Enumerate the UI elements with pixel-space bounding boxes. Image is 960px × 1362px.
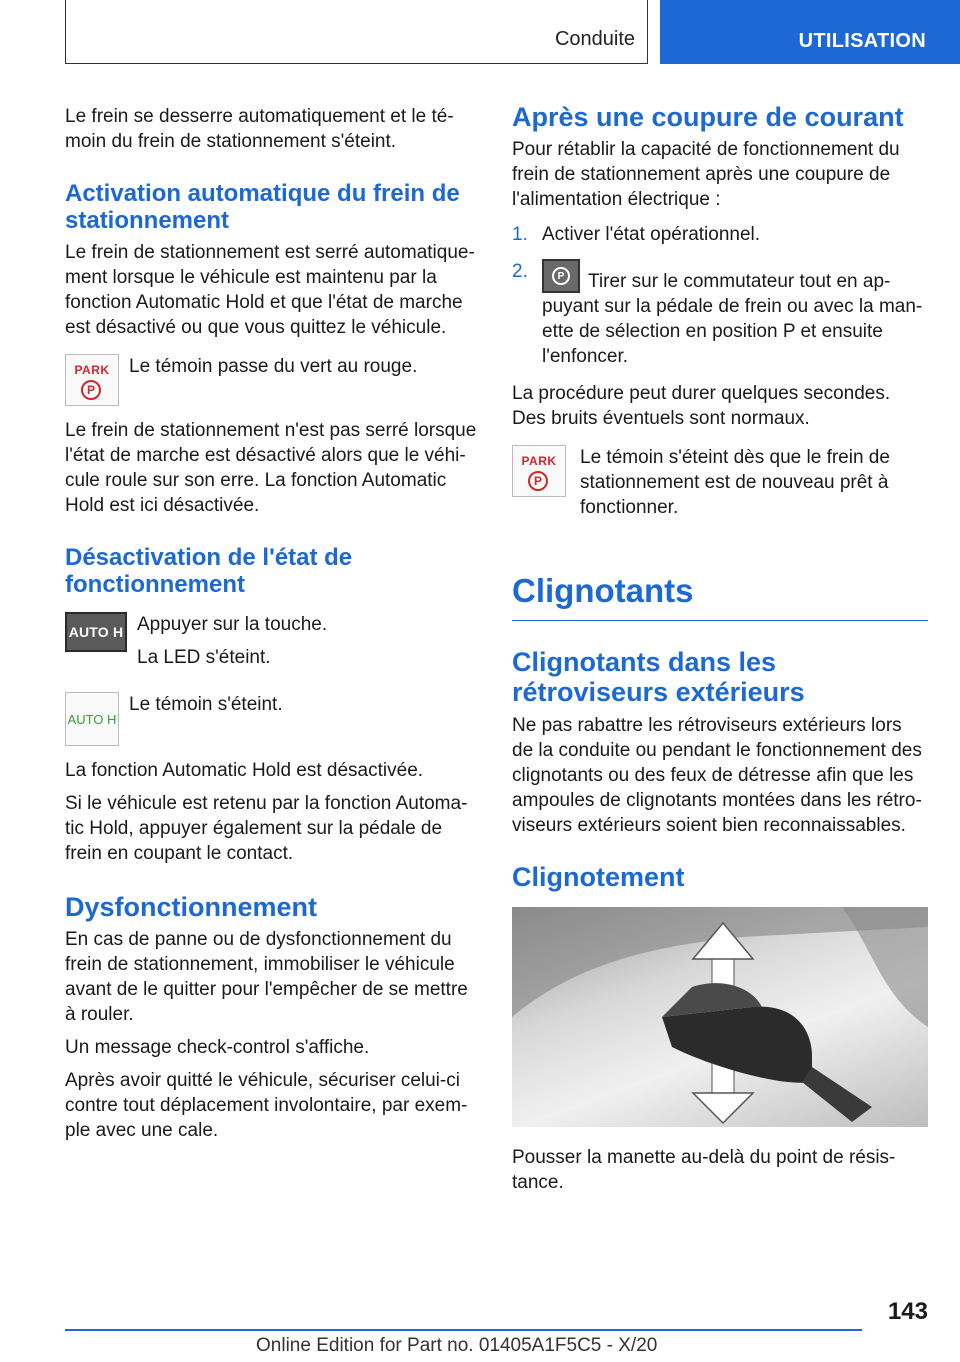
paragraph-malfunction-3: Après avoir quitté le véhicule, sécuriser celui-ci contre tout déplacement involontaire, par exem-ple avec une cale. <box>65 1070 468 1141</box>
autoh-telltale-text: Le témoin s'éteint. <box>129 694 283 715</box>
header-chapter-tab[interactable]: UTILISATION <box>660 0 960 64</box>
left-column <box>65 104 483 1151</box>
autoh-button-row <box>65 612 483 678</box>
step-text: Tirer sur le commutateur tout en ap-puyant sur la pédale de frein ou avec la man-ette de sélection en position P et ensuite l'enfoncer. <box>542 271 923 367</box>
heading-deactivation: Désactivation de l'état de fonctionnement <box>65 544 353 598</box>
steps-list <box>512 222 928 369</box>
chapter-heading-turn-signals: Clignotants <box>512 572 928 621</box>
heading-signalling: Clignotement <box>512 862 685 892</box>
park-symbol: P <box>81 380 101 400</box>
step-item <box>512 259 928 369</box>
paragraph-mirror-signals: Ne pas rabattre les rétroviseurs extérieurs lors de la conduite ou pendant le fonctionnement des clignotants ou des feux de détresse afin que les ampoules de clignotants montées dans les rétro-viseurs extérieurs soient bien reconnaissables. <box>512 715 922 836</box>
park-label: PARK <box>74 363 110 377</box>
autoh-telltale-icon: AUTO H <box>65 692 119 746</box>
step-text: Activer l'état opérationnel. <box>542 224 761 245</box>
heading-activation-auto: Activation automatique du frein de stationnement <box>65 180 460 234</box>
park-label: PARK <box>521 454 557 468</box>
switch-symbol: P <box>552 267 570 285</box>
autoh-button-icon: AUTO H <box>65 612 127 652</box>
header-section-title: Conduite <box>554 28 635 50</box>
stalk-drawing <box>512 907 928 1127</box>
intro-paragraph: Le frein se desserre automatiquement et le té-moin du frein de stationnement s'éteint. <box>65 106 454 152</box>
step-item <box>512 222 928 247</box>
autoh-led-text: La LED s'éteint. <box>137 647 271 668</box>
park-indicator-text: Le témoin passe du vert au rouge. <box>129 356 418 377</box>
step-number: 1. <box>512 224 528 245</box>
heading-malfunction: Dysfonctionnement <box>65 892 318 922</box>
step-number: 2. <box>512 261 528 282</box>
park-indicator-row <box>65 354 483 406</box>
parking-brake-switch-icon <box>542 259 580 293</box>
park-brake-warning-icon <box>512 445 566 497</box>
paragraph-duration: La procédure peut durer quelques secondes. Des bruits éventuels sont normaux. <box>512 383 891 429</box>
paragraph-not-engaged: Le frein de stationnement n'est pas serré lorsque l'état de marche est désactivé alors que le véhi-cule roule sur son erre. La fonction Automatic Hold est ici désactivée. <box>65 420 477 516</box>
right-column <box>512 104 928 1203</box>
turn-signal-stalk-illustration <box>512 907 928 1127</box>
paragraph-autoh-off: La fonction Automatic Hold est désactivée. <box>65 760 424 781</box>
paragraph-retenu: Si le véhicule est retenu par la fonction Automa-tic Hold, appuyer également sur la pédale de frein en coupant le contact. <box>65 793 468 864</box>
paragraph-malfunction-1: En cas de panne ou de dysfonctionnement du frein de stationnement, immobiliser le véhicule avant de le quitter pour l'empêcher de se mettre à rouler. <box>65 929 468 1025</box>
paragraph-push-stalk: Pousser la manette au-delà du point de résis-tance. <box>512 1147 896 1193</box>
autoh-telltale-row <box>65 692 483 746</box>
paragraph-malfunction-2: Un message check-control s'affiche. <box>65 1037 370 1058</box>
paragraph-power-cut: Pour rétablir la capacité de fonctionnement du frein de stationnement après une coupure de l'alimentation électrique : <box>512 139 900 210</box>
park-ready-text: Le témoin s'éteint dès que le frein de stationnement est de nouveau prêt à fonctionner. <box>580 447 890 518</box>
footer-edition-text: Online Edition for Part no. 01405A1F5C5 - X/20 <box>256 1335 658 1356</box>
autoh-button-text: Appuyer sur la touche. <box>137 614 328 635</box>
heading-mirror-signals: Clignotants dans les rétroviseurs extérieurs <box>512 647 805 707</box>
paragraph-activation-auto: Le frein de stationnement est serré automatique-ment lorsque le véhicule est maintenu par la fonction Automatic Hold et que l'état de marche est désactivé ou que vous quittez le véhicule. <box>65 242 475 338</box>
page-number: 143 <box>887 1298 928 1325</box>
park-indicator-row-2 <box>512 445 928 528</box>
park-brake-warning-icon <box>65 354 119 406</box>
heading-power-cut: Après une coupure de courant <box>512 102 904 132</box>
footer-divider <box>65 1329 862 1331</box>
park-symbol: P <box>528 471 548 491</box>
